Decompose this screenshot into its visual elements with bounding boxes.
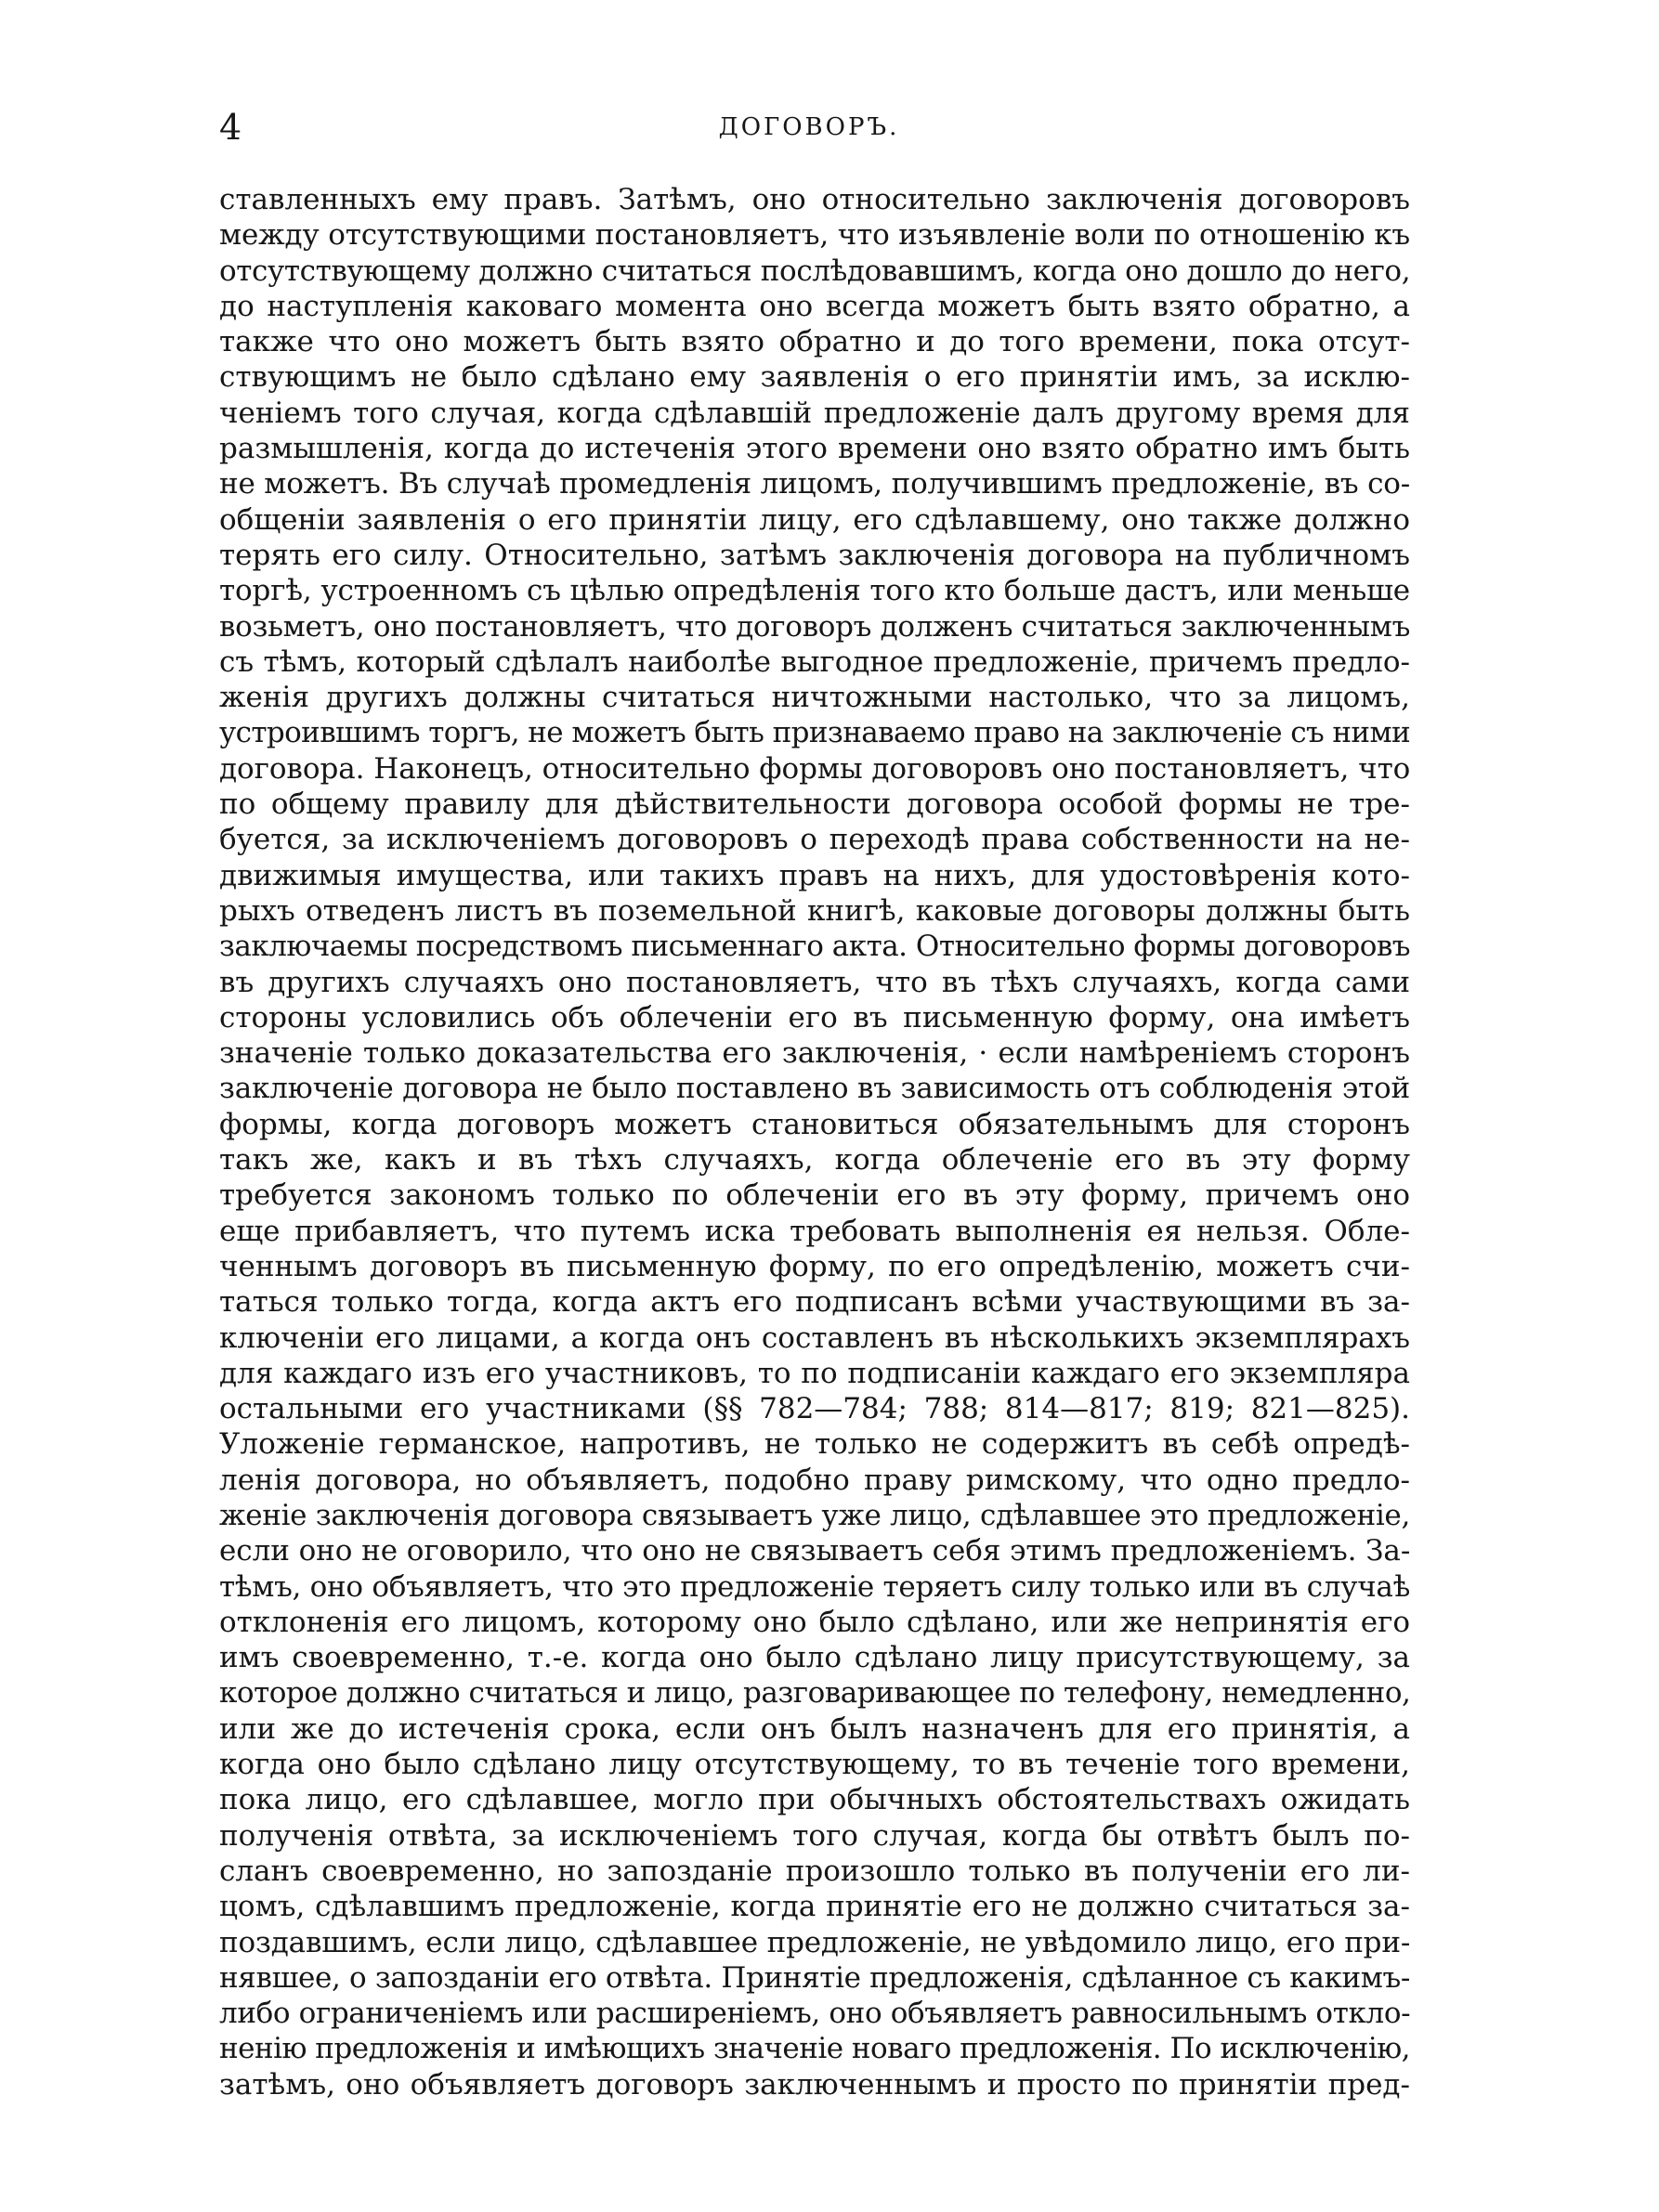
running-head: [219, 104, 1399, 150]
text-line: до наступленія каковаго момента оно всегда можетъ быть взято обратно, а: [219, 289, 1410, 323]
text-line: ненію предложенія и имѣющихъ значеніе новаго предложенія. По исключенію,: [219, 2032, 1410, 2066]
text-line: движимыя имущества, или такихъ правъ на нихъ, для удостовѣренія кото-: [219, 858, 1410, 892]
page-number: 4: [219, 107, 242, 148]
header-title: ДОГОВОРЪ.: [718, 113, 900, 141]
text-line: Уложеніе германское, напротивъ, не только не содержитъ въ себѣ опредѣ-: [219, 1427, 1410, 1462]
text-line: пока лицо, его сдѣлавшее, могло при обычныхъ обстоятельствахъ ожидать: [219, 1783, 1410, 1817]
text-line: таться только тогда, когда актъ его подписанъ всѣми участвующими въ за-: [219, 1285, 1410, 1320]
text-line: заключеніе договора не было поставлено въ зависимость отъ соблюденія этой: [219, 1072, 1411, 1106]
text-line: терять его силу. Относительно, затѣмъ заключенія договора на публичномъ: [219, 538, 1410, 572]
text-line: также что оно можетъ быть взято обратно и до того времени, пока отсут-: [219, 325, 1410, 359]
text-line: полученія отвѣта, за исключеніемъ того случая, когда бы отвѣтъ былъ по-: [219, 1818, 1410, 1853]
text-line: рыхъ отведенъ листъ въ поземельной книгѣ, каковые договоры должны быть: [219, 893, 1410, 928]
text-line: значеніе только доказательства его заключенія, · если намѣреніемъ сторонъ: [219, 1036, 1410, 1071]
text-line: поздавшимъ, если лицо, сдѣлавшее предложеніе, не увѣдомило лицо, его при-: [219, 1925, 1411, 1959]
text-line: ченнымъ договоръ въ письменную форму, по его опредѣленію, можетъ счи-: [219, 1249, 1410, 1283]
body-text: [219, 182, 1410, 2102]
text-line: устроившимъ торгъ, не можетъ быть признаваемо право на заключеніе съ ними: [219, 716, 1410, 750]
text-line: еще прибавляетъ, что путемъ иска требовать выполненія ея нельзя. Обле-: [219, 1214, 1410, 1248]
text-line: заключаемы посредствомъ письменнаго акта. Относительно формы договоровъ: [219, 930, 1410, 964]
text-line: съ тѣмъ, который сдѣлалъ наиболѣе выгодное предложеніе, причемъ предло-: [219, 644, 1410, 679]
text-line: общеніи заявленія о его принятіи лицу, его сдѣлавшему, оно также должно: [219, 502, 1410, 537]
text-line: размышленія, когда до истеченія этого времени оно взято обратно имъ быть: [219, 432, 1410, 466]
text-line: такъ же, какъ и въ тѣхъ случаяхъ, когда облеченіе его въ эту форму: [219, 1143, 1410, 1178]
text-line: ленія договора, но объявляетъ, подобно праву римскому, что одно предло-: [219, 1463, 1410, 1497]
text-line: буется, за исключеніемъ договоровъ о переходѣ права собственности на не-: [219, 823, 1410, 857]
text-line: когда оно было сдѣлано лицу отсутствующему, то въ теченіе того времени,: [219, 1748, 1410, 1782]
text-line: отсутствующему должно считаться послѣдовавшимъ, когда оно дошло до него,: [219, 254, 1411, 288]
text-line: по общему правилу для дѣйствительности договора особой формы не тре-: [219, 787, 1410, 822]
text-line: женія другихъ должны считаться ничтожными настолько, что за лицомъ,: [219, 681, 1410, 715]
text-line: если оно не оговорило, что оно не связываетъ себя этимъ предложеніемъ. За-: [219, 1534, 1411, 1568]
text-line: между отсутствующими постановляетъ, что изъявленіе воли по отношенію къ: [219, 218, 1410, 253]
text-line: ставленныхъ ему правъ. Затѣмъ, оно относительно заключенія договоровъ: [219, 183, 1410, 216]
text-line: нявшее, о запозданіи его отвѣта. Принятіе предложенія, сдѣланное съ какимъ-: [219, 1960, 1410, 1995]
text-line: либо ограниченіемъ или расширеніемъ, оно объявляетъ равносильнымъ откло-: [219, 1997, 1411, 2031]
text-line: отклоненія его лицомъ, которому оно было сдѣлано, или же непринятія его: [219, 1605, 1410, 1639]
text-line: требуется закономъ только по облеченіи его въ эту форму, причемъ оно: [219, 1178, 1410, 1213]
text-line: имъ своевременно, т.-е. когда оно было сдѣлано лицу присутствующему, за: [219, 1641, 1410, 1675]
text-line: которое должно считаться и лицо, разговаривающее по телефону, немедленно,: [219, 1676, 1411, 1711]
text-line: тѣмъ, оно объявляетъ, что это предложеніе теряетъ силу только или въ случаѣ: [219, 1569, 1410, 1604]
text-line: сланъ своевременно, но запозданіе произошло только въ полученіи его ли-: [219, 1854, 1410, 1888]
text-line: для каждаго изъ его участниковъ, то по подписаніи каждаго его экземпляра: [219, 1356, 1410, 1390]
text-line: въ другихъ случаяхъ оно постановляетъ, что въ тѣхъ случаяхъ, когда сами: [219, 965, 1410, 999]
text-line: торгѣ, устроенномъ съ цѣлью опредѣленія того кто больше дастъ, или меньше: [219, 574, 1410, 608]
text-line: цомъ, сдѣлавшимъ предложеніе, когда принятіе его не должно считаться за-: [219, 1890, 1410, 1924]
text-line: или же до истеченія срока, если онъ былъ назначенъ для его принятія, а: [219, 1711, 1410, 1746]
text-line: стороны условились объ облеченіи его въ письменную форму, она имѣетъ: [219, 1000, 1410, 1034]
text-line: женіе заключенія договора связываетъ уже лицо, сдѣлавшее это предложеніе,: [219, 1498, 1410, 1532]
text-line: не можетъ. Въ случаѣ промедленія лицомъ, получившимъ предложеніе, въ со-: [219, 467, 1410, 501]
text-line: затѣмъ, оно объявляетъ договоръ заключеннымъ и просто по принятіи пред-: [219, 2067, 1410, 2101]
text-line: ствующимъ не было сдѣлано ему заявленія о его принятіи имъ, за исклю-: [219, 360, 1410, 395]
text-line: возьметъ, оно постановляетъ, что договоръ долженъ считаться заключеннымъ: [219, 609, 1411, 644]
text-line: остальными его участниками (§§ 782—784; 788; 814—817; 819; 821—825).: [219, 1392, 1410, 1426]
text-line: формы, когда договоръ можетъ становиться обязательнымъ для сторонъ: [219, 1107, 1410, 1141]
text-line: ключеніи его лицами, а когда онъ составленъ въ нѣсколькихъ экземплярахъ: [219, 1321, 1410, 1355]
text-line: договора. Наконецъ, относительно формы договоровъ оно постановляетъ, что: [219, 751, 1411, 786]
text-line: ченіемъ того случая, когда сдѣлавшій предложеніе далъ другому время для: [219, 396, 1410, 430]
